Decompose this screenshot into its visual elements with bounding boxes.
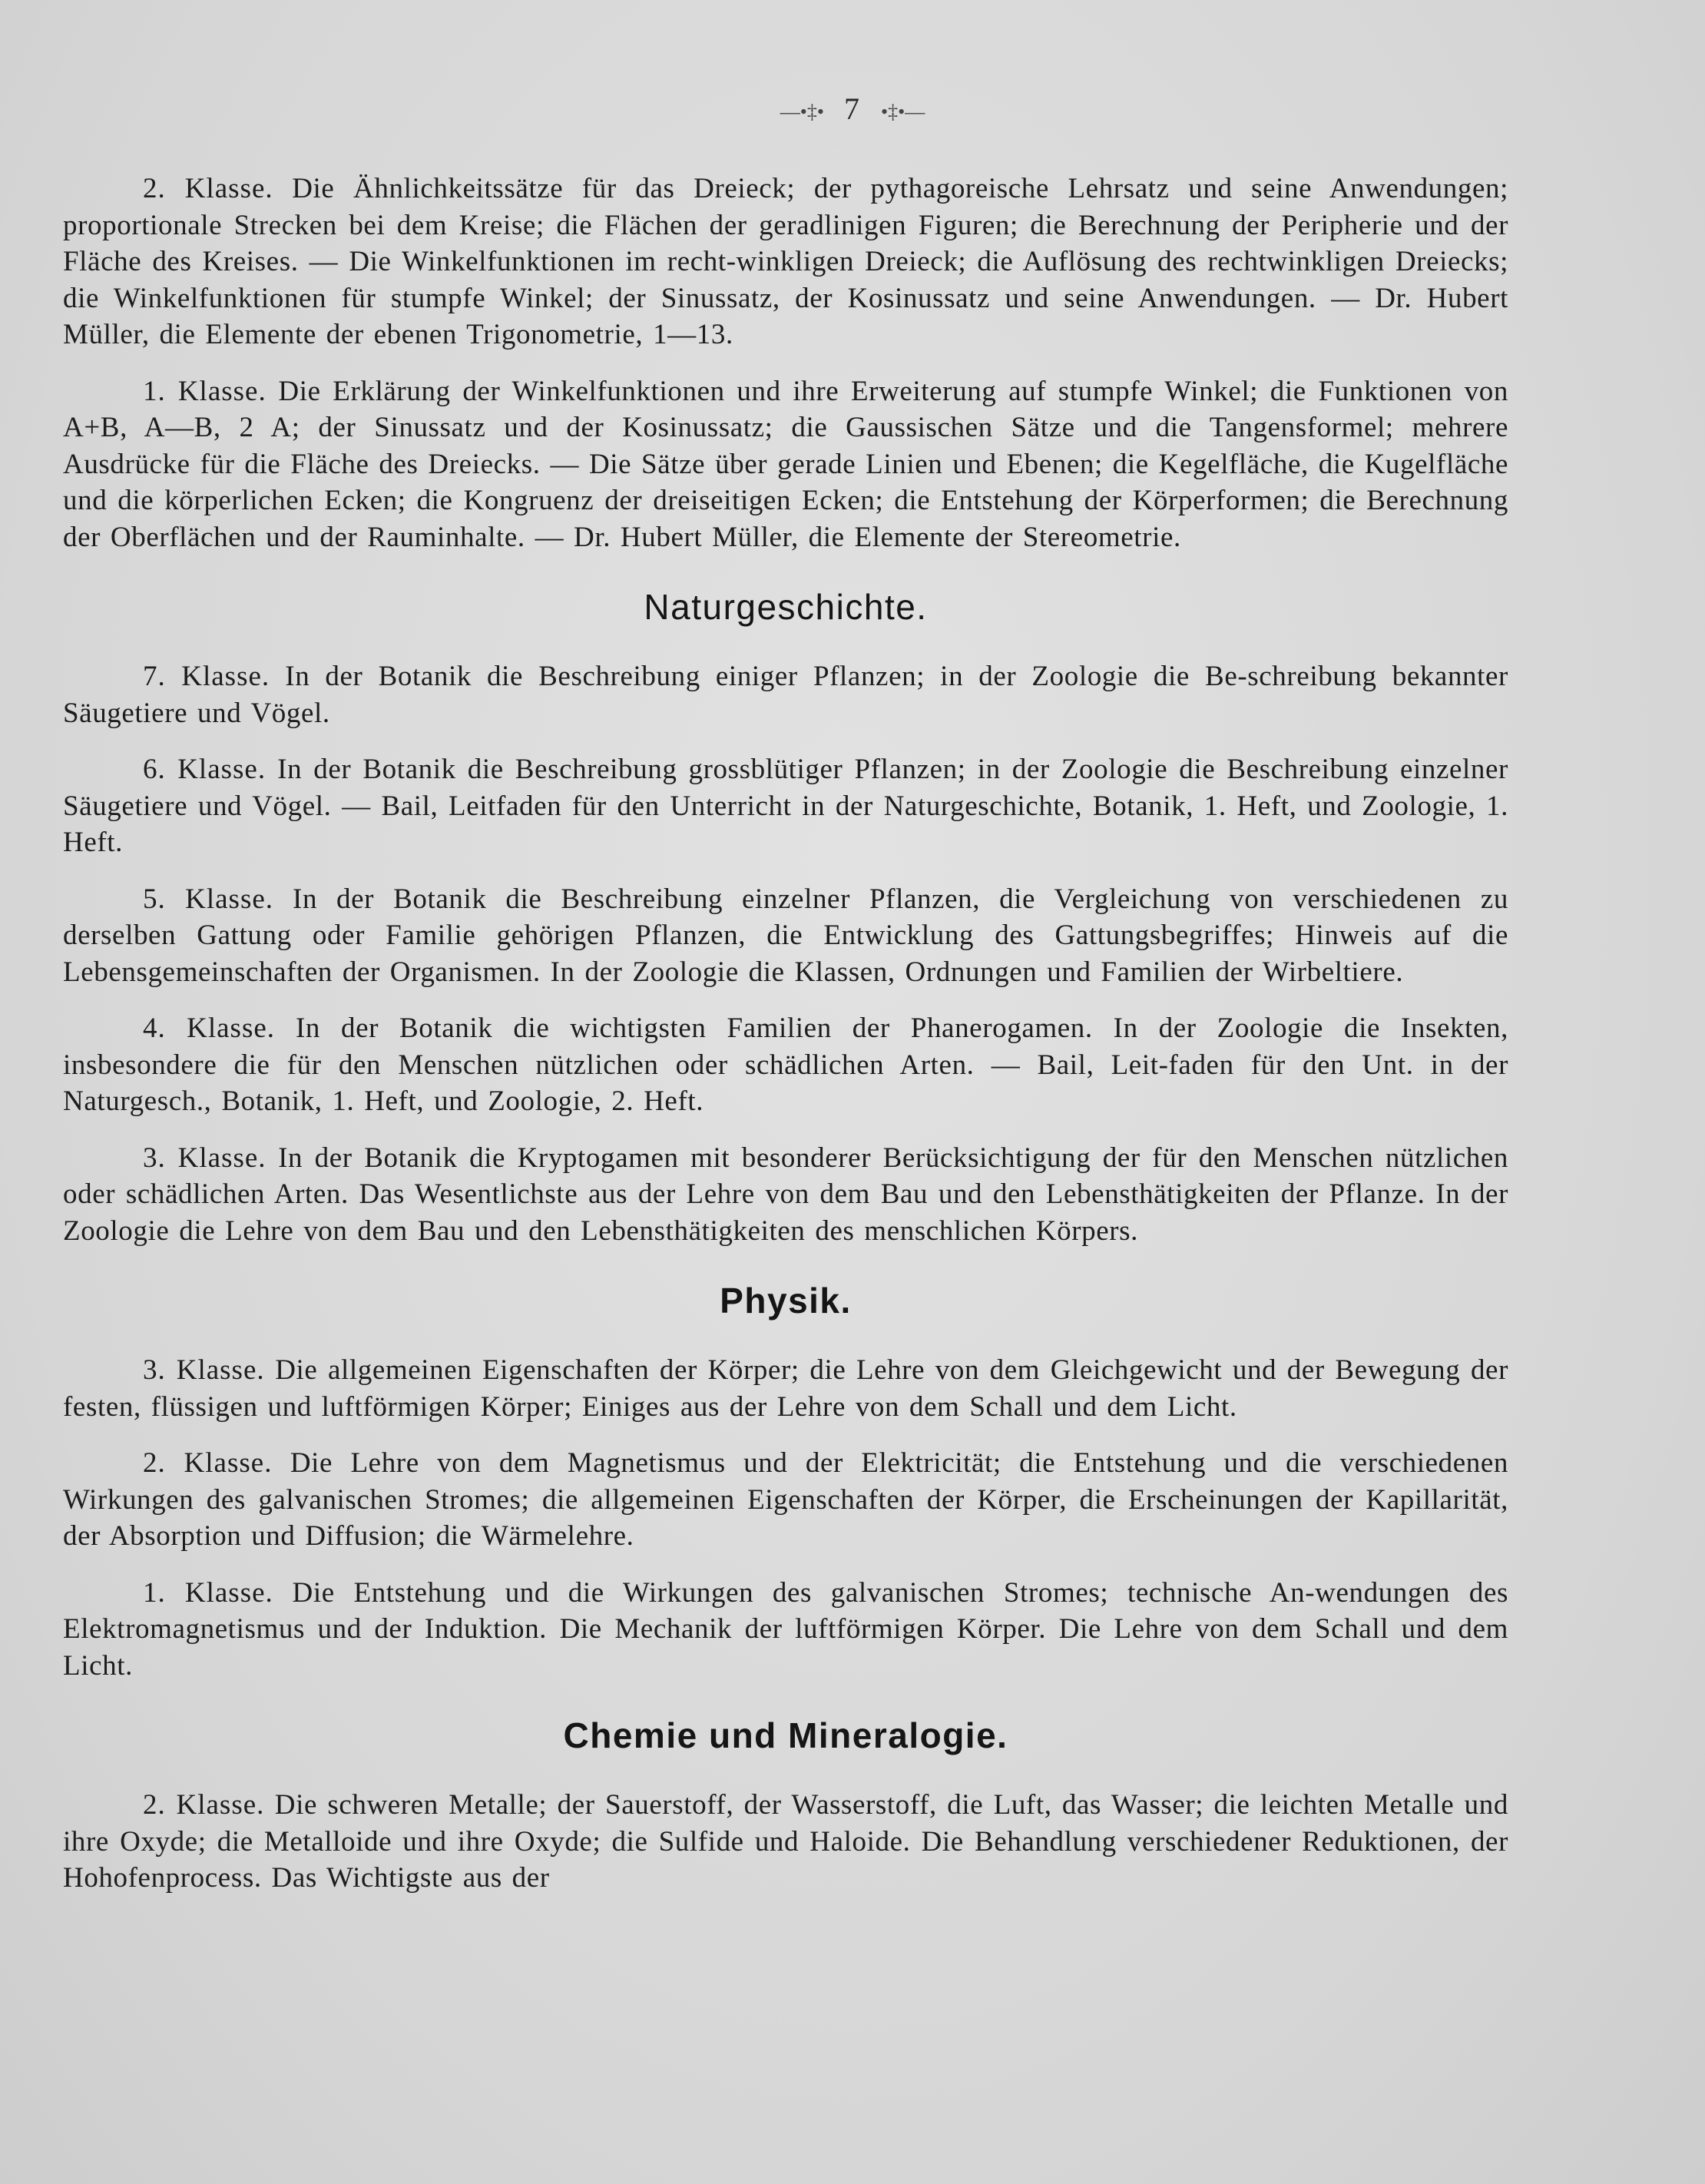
paragraph-text: Die Entstehung und die Wirkungen des galvanischen Stromes; technische An-wendungen des Elektromagnetismus und der Induktion. Die Mechanik der luftförmigen Körper. Die Lehre von dem Schall und dem Licht. [63,1576,1508,1682]
paragraph-text: Die Lehre von dem Magnetismus und der Elektricität; die Entstehung und die verschiedenen Wirkungen des galvanischen Stromes; die allgemeinen Eigenschaften der Körper, die Erscheinungen der Kapillarität, der Absorption und Diffusion; die Wärmelehre. [63,1447,1508,1552]
class-label: 1. Klasse. [143,375,267,407]
class-label: 3. Klasse. [143,1354,265,1386]
paragraph-natur-class-7 [63,658,1508,731]
class-label: 6. Klasse. [143,754,267,785]
paragraph-math-class-2 [63,171,1508,353]
class-label: 7. Klasse. [143,661,270,692]
class-label: 3. Klasse. [143,1142,267,1174]
section-heading-naturgeschichte: Naturgeschichte. [644,587,928,627]
class-label: 4. Klasse. [143,1012,276,1044]
ornament-left-icon: —•‡• [780,100,824,123]
paragraph-text: In der Botanik die Beschreibung grossblütiger Pflanzen; in der Zoologie die Beschreibung einzelner Säugetiere und Vögel. — Bail, Leitfaden für den Unterricht in der Naturgeschichte, Botanik, 1. Heft, und Zoologie, 1. Heft. [63,754,1508,858]
paragraph-text: Die schweren Metalle; der Sauerstoff, der Wasserstoff, die Luft, das Wasser; die leichten Metalle und ihre Oxyde; die Metalloide und ihre Oxyde; die Sulfide und Haloide. Die Behandlung verschiedener Reduktionen, der Hohofenprocess. Das Wichtigste aus der [63,1789,1508,1894]
paragraph-natur-class-6 [63,751,1508,861]
paragraph-text: In der Botanik die Beschreibung einzelner Pflanzen, die Vergleichung von verschiedenen zu derselben Gattung oder Familie gehörigen Pflanzen, die Entwicklung des Gattungsbegriffes; Hinweis auf die Lebensgemeinschaften der Organismen. In der Zoologie die Klassen, Ordnungen und Familien der Wirbeltiere. [63,883,1508,988]
paragraph-text: In der Botanik die Beschreibung einiger Pflanzen; in der Zoologie die Be-schreibung bekannter Säugetiere und Vögel. [63,661,1508,729]
paragraph-natur-class-3 [63,1140,1508,1250]
class-label: 5. Klasse. [143,883,274,915]
class-label: 2. Klasse. [143,1789,265,1821]
paragraph-text: Die Ähnlichkeitssätze für das Dreieck; der pythagoreische Lehrsatz und seine Anwendungen; proportionale Strecken bei dem Kreise; die Flächen der geradlinigen Figuren; die Berechnung der Peripherie und der Fläche des Kreises. — Die Winkelfunktionen im recht-winkligen Dreieck; die Auflösung des rechtwinkligen Dreiecks; die Winkelfunktionen für stumpfe Winkel; der Sinussatz, der Kosinussatz und seine Anwendungen. — Dr. Hubert Müller, die Elemente der ebenen Trigonometrie, 1—13. [63,173,1508,350]
ornament-right-icon: •‡•— [881,100,925,123]
page-header [0,91,1705,127]
section-heading-chemie: Chemie und Mineralogie. [563,1715,1008,1755]
paragraph-text: Die Erklärung der Winkelfunktionen und ihre Erweiterung auf stumpfe Winkel; die Funktionen von A+B, A—B, 2 A; der Sinussatz und der Kosinussatz; die Gaussischen Sätze und die Tangensformel; mehrere Ausdrücke für die Fläche des Dreiecks. — Die Sätze über gerade Linien und Ebenen; die Kegelfläche, die Kugelfläche und die körperlichen Ecken; die Kongruenz der dreiseitigen Ecken; die Entstehung der Körperformen; die Berechnung der Oberflächen und der Rauminhalte. — Dr. Hubert Müller, die Elemente der Stereometrie. [63,375,1508,553]
page-number: 7 [844,91,861,126]
paragraph-natur-class-5 [63,881,1508,991]
paragraph-physik-class-2 [63,1445,1508,1555]
class-label: 1. Klasse. [143,1576,273,1609]
paragraph-physik-class-3 [63,1352,1508,1425]
paragraph-text: In der Botanik die Kryptogamen mit besonderer Berücksichtigung der für den Menschen nützlichen oder schädlichen Arten. Das Wesentlichste aus der Lehre von dem Bau und den Lebensthätigkeiten der Pflanze. In der Zoologie die Lehre von dem Bau und den Lebensthätigkeiten des menschlichen Körpers. [63,1142,1508,1247]
paragraph-text: Die allgemeinen Eigenschaften der Körper; die Lehre von dem Gleichgewicht und der Bewegung der festen, flüssigen und luftförmigen Körper; Einiges aus der Lehre von dem Schall und dem Licht. [63,1354,1508,1423]
paragraph-natur-class-4 [63,1010,1508,1120]
class-label: 2. Klasse. [143,1447,273,1479]
paragraph-text: In der Botanik die wichtigsten Familien der Phanerogamen. In der Zoologie die Insekten, insbesondere die für den Menschen nützlichen oder schädlichen Arten. — Bail, Leit-faden für den Unt. in der Naturgesch., Botanik, 1. Heft, und Zoologie, 2. Heft. [63,1012,1508,1117]
section-heading-physik: Physik. [720,1281,852,1321]
paragraph-math-class-1 [63,373,1508,556]
paragraph-physik-class-1 [63,1575,1508,1685]
paragraph-chemie-class-2 [63,1787,1508,1897]
page-content [63,171,1508,1917]
class-label: 2. Klasse. [143,173,273,204]
